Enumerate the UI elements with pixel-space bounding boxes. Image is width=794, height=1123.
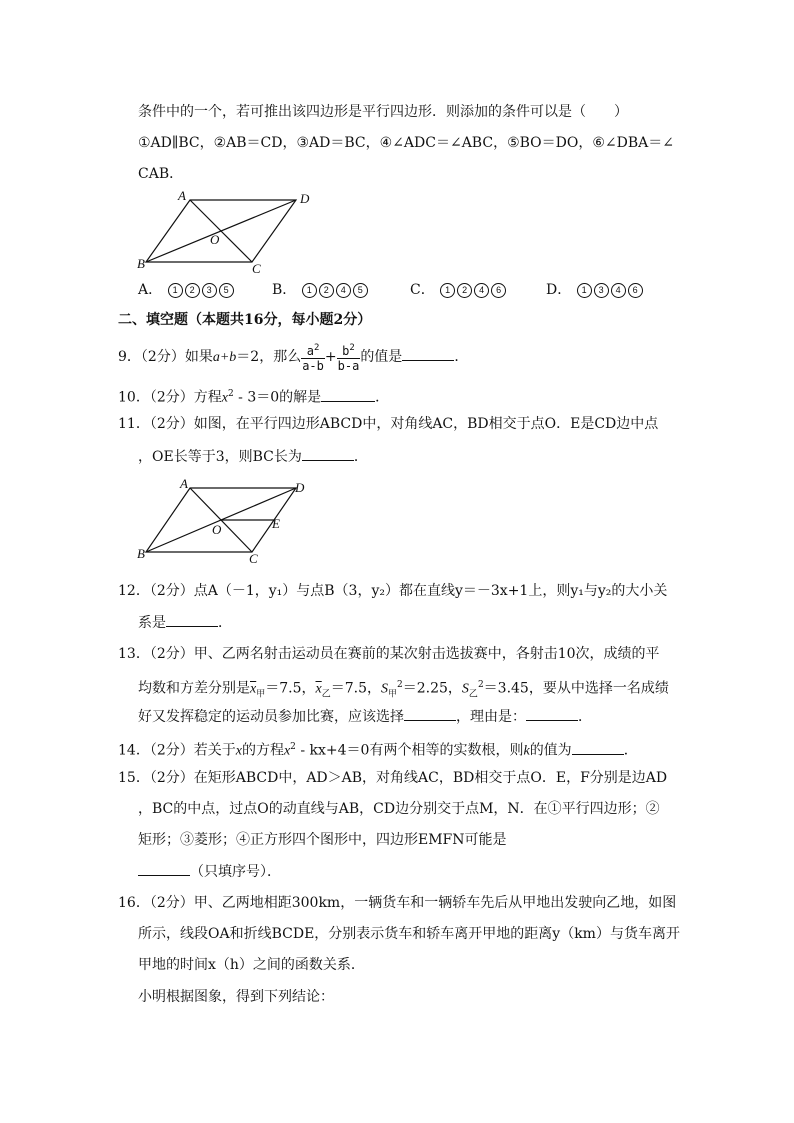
q11-label-b: B <box>137 546 145 561</box>
q15-line4: （只填序号）． <box>138 861 281 882</box>
q13-answer-blank-1[interactable] <box>404 706 456 721</box>
q10-answer-blank[interactable] <box>321 387 375 402</box>
q8-label-o: O <box>210 232 220 247</box>
q8-text-line1: 条件中的一个，若可推出该四边形是平行四边形．则添加的条件可以是（ ） <box>138 104 628 120</box>
q13-answer-blank-2[interactable] <box>526 706 578 721</box>
q11-label-a: A <box>180 476 188 491</box>
q15-answer-blank[interactable] <box>138 861 190 876</box>
q9-line: 9．（2分）如果a+b＝2，那么 $\frac{a^2}{a-b}$ + $\frac{b^2}{b-a}$ 的值是 ． <box>118 343 469 373</box>
q13-line3: 好又发挥稳定的运动员参加比赛，应该选择 ，理由是： ． <box>138 706 592 727</box>
q11-label-c: C <box>249 551 258 566</box>
q15-line3: 矩形；③菱形；④正方形四个图形中，四边形EMFN可能是 <box>138 832 507 848</box>
q16-line4: 小明根据图象，得到下列结论： <box>138 989 334 1005</box>
q8-option-b[interactable]: B． 1 2 4 5 <box>272 280 369 300</box>
q8-parallelogram-figure <box>132 186 322 276</box>
q8-label-a: A <box>178 188 186 203</box>
q15-line2: ，BC的中点，过点O的动直线与AB，CD边分别交于点M，N．在①平行四边形；② <box>138 801 660 817</box>
q9-answer-blank[interactable] <box>402 346 454 361</box>
q14-answer-blank[interactable] <box>572 740 624 755</box>
q8-label-c: C <box>252 261 261 276</box>
q8-label-d: D <box>300 191 310 206</box>
q8-option-a[interactable]: A． 1 2 3 5 <box>138 280 235 300</box>
q8-label-b: B <box>137 256 145 271</box>
q11-answer-blank[interactable] <box>302 446 354 461</box>
q16-line1: 16．（2分）甲、乙两地相距300km，一辆货车和一辆轿车先后从甲地出发驶向乙地，如图 <box>118 895 677 911</box>
q11-label-o: O <box>212 522 222 537</box>
q13-line2: 均数和方差分别是$\overline{x}_甲=7.5$，$\overline{x}_乙=7.5$，$S_甲^2=2.25$，$S_乙^2=3.45$，要从中选择一名成绩 <box>138 680 669 700</box>
q9-fraction-2: $\frac{b^2}{b-a}$ <box>337 343 360 373</box>
q16-line2: 所示，线段OA和折线BCDE，分别表示货车和轿车离开甲地的距离y（km）与货车离开 <box>138 926 680 942</box>
q13-line1: 13．（2分）甲、乙两名射击运动员在赛前的某次射击选拔赛中，各射击10次，成绩的平 <box>118 646 660 662</box>
q12-line2: 系是 ． <box>138 612 232 633</box>
q11-line2: ，OE长等于3，则BC长为 ． <box>138 446 368 467</box>
q8-option-d[interactable]: D． 1 3 4 6 <box>546 280 644 300</box>
q11-label-d: D <box>295 480 305 495</box>
q14-line: 14．（2分）若关于x的方程$x^2 - kx+4=0$有两个相等的实数根，则k的值为 ． <box>118 737 638 762</box>
q15-line1: 15．（2分）在矩形ABCD中，AD＞AB，对角线AC，BD相交于点O．E，F分别是边AD <box>118 770 668 786</box>
section-header-fill-in: 二、填空题（本题共16分，每小题2分） <box>118 312 372 328</box>
q12-answer-blank[interactable] <box>166 612 218 627</box>
q16-line3: 甲地的时间x（h）之间的函数关系． <box>138 957 365 973</box>
q12-line1: 12．（2分）点A（－1，y₁）与点B（3，y₂）都在直线y＝－3x+1上，则y₁与y₂的大小关 <box>118 583 668 599</box>
q11-line1: 11．（2分）如图，在平行四边形ABCD中，对角线AC，BD相交于点O．E是CD边中点 <box>118 416 659 432</box>
q10-line: 10．（2分）方程$x^2 - 3=0$的解是 ． <box>118 384 389 409</box>
q9-fraction-1: $\frac{a^2}{a-b}$ <box>302 343 324 373</box>
q11-parallelogram-figure <box>132 476 322 568</box>
q8-conditions-line1: ①AD∥BC，②AB＝CD，③AD＝BC，④∠ADC＝∠ABC，⑤BO＝DO，⑥∠DBA＝∠ <box>138 135 674 151</box>
q8-conditions-line2: CAB． <box>138 166 184 182</box>
q8-option-c[interactable]: C． 1 2 4 6 <box>410 280 507 300</box>
q11-label-e: E <box>272 516 280 531</box>
